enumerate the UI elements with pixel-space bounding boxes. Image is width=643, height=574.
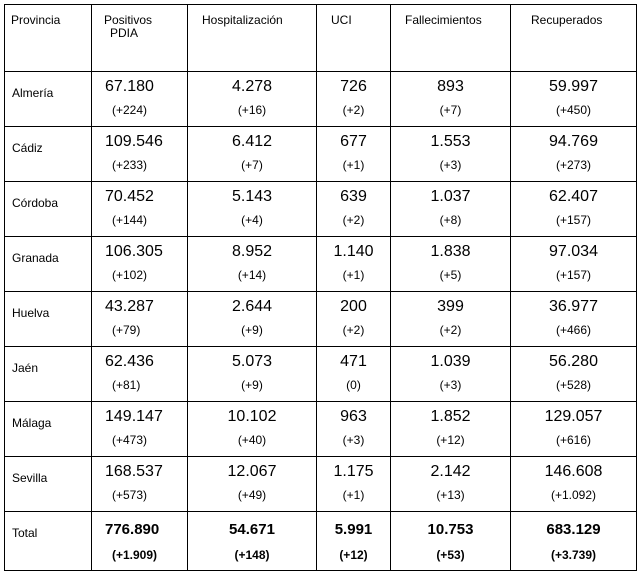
positivos-cell xyxy=(92,512,188,571)
table-row xyxy=(5,237,637,292)
uci-cell xyxy=(317,457,391,512)
fallecimientos-value: 1.838 xyxy=(430,243,471,260)
hospitalizacion-delta: (+148) xyxy=(234,548,270,562)
header-positivos xyxy=(92,5,188,72)
provincia-name: Almería xyxy=(12,86,54,100)
hospitalizacion-cell xyxy=(188,237,317,292)
recuperados-value: 97.034 xyxy=(549,243,598,260)
uci-delta: (0) xyxy=(346,378,361,392)
hospitalizacion-cell xyxy=(188,182,317,237)
recuperados-delta: (+1.092) xyxy=(550,488,597,502)
hospitalizacion-delta: (+16) xyxy=(237,103,267,117)
fallecimientos-delta: (+13) xyxy=(436,488,465,502)
hospitalizacion-delta: (+49) xyxy=(237,488,267,502)
header-row xyxy=(5,5,637,72)
fallecimientos-cell xyxy=(391,402,511,457)
recuperados-delta: (+157) xyxy=(555,268,592,282)
recuperados-cell xyxy=(511,347,637,402)
header-uci: UCI xyxy=(317,5,391,72)
uci-cell xyxy=(317,127,391,182)
fallecimientos-delta: (+5) xyxy=(439,268,462,282)
hospitalizacion-cell xyxy=(188,457,317,512)
fallecimientos-delta: (+2) xyxy=(439,323,462,337)
recuperados-cell xyxy=(511,402,637,457)
table-row xyxy=(5,457,637,512)
uci-delta: (+2) xyxy=(342,103,365,117)
positivos-cell xyxy=(92,237,188,292)
table-row xyxy=(5,127,637,182)
hospitalizacion-delta: (+7) xyxy=(241,158,263,172)
positivos-value: 62.436 xyxy=(105,353,154,370)
recuperados-cell xyxy=(511,72,637,127)
provincia-name: Córdoba xyxy=(12,196,59,210)
provincia-name: Total xyxy=(12,526,38,540)
positivos-cell xyxy=(92,457,188,512)
hospitalizacion-value: 5.143 xyxy=(231,188,273,205)
positivos-value: 70.452 xyxy=(105,188,154,205)
hospitalizacion-cell xyxy=(188,402,317,457)
fallecimientos-cell xyxy=(391,512,511,571)
covid-data-table xyxy=(4,4,637,571)
uci-value: 677 xyxy=(340,133,367,150)
recuperados-value: 36.977 xyxy=(549,298,598,315)
uci-delta: (+1) xyxy=(342,158,365,172)
positivos-cell xyxy=(92,72,188,127)
positivos-delta: (+81) xyxy=(112,378,141,392)
fallecimientos-cell xyxy=(391,237,511,292)
provincia-cell xyxy=(5,347,92,402)
header-positivos-line2: PDIA xyxy=(110,26,139,40)
provincia-cell xyxy=(5,237,92,292)
fallecimientos-value: 1.037 xyxy=(430,188,471,205)
positivos-delta: (+79) xyxy=(112,323,141,337)
recuperados-cell xyxy=(511,457,637,512)
recuperados-cell xyxy=(511,182,637,237)
fallecimientos-value: 399 xyxy=(437,298,464,315)
hospitalizacion-value: 12.067 xyxy=(227,463,277,480)
positivos-delta: (+1.909) xyxy=(112,548,158,562)
fallecimientos-cell xyxy=(391,72,511,127)
recuperados-cell xyxy=(511,512,637,571)
positivos-cell xyxy=(92,347,188,402)
provincia-cell xyxy=(5,292,92,347)
recuperados-value: 683.129 xyxy=(546,521,601,538)
uci-cell xyxy=(317,347,391,402)
uci-value: 726 xyxy=(340,78,367,95)
uci-delta: (+3) xyxy=(342,433,365,447)
positivos-delta: (+573) xyxy=(112,488,148,502)
uci-value: 1.140 xyxy=(333,243,374,260)
positivos-delta: (+144) xyxy=(112,213,148,227)
table-row xyxy=(5,402,637,457)
uci-delta: (+2) xyxy=(342,213,365,227)
table-row xyxy=(5,347,637,402)
hospitalizacion-value: 2.644 xyxy=(231,298,273,315)
table-row xyxy=(5,182,637,237)
recuperados-value: 59.997 xyxy=(549,78,598,95)
fallecimientos-delta: (+3) xyxy=(439,378,462,392)
fallecimientos-delta: (+7) xyxy=(439,103,462,117)
uci-delta: (+2) xyxy=(342,323,365,337)
provincia-name: Huelva xyxy=(12,306,50,320)
uci-value: 639 xyxy=(340,188,367,205)
uci-delta: (+1) xyxy=(342,268,365,282)
recuperados-value: 56.280 xyxy=(549,353,598,370)
recuperados-delta: (+157) xyxy=(555,213,592,227)
recuperados-delta: (+450) xyxy=(555,103,592,117)
uci-value: 963 xyxy=(340,408,367,425)
positivos-value: 776.890 xyxy=(105,521,160,538)
fallecimientos-cell xyxy=(391,457,511,512)
positivos-delta: (+224) xyxy=(112,103,148,117)
hospitalizacion-cell xyxy=(188,512,317,571)
hospitalizacion-cell xyxy=(188,347,317,402)
table-row xyxy=(5,292,637,347)
hospitalizacion-delta: (+4) xyxy=(241,213,263,227)
positivos-delta: (+473) xyxy=(112,433,148,447)
hospitalizacion-cell xyxy=(188,292,317,347)
positivos-cell xyxy=(92,182,188,237)
uci-cell xyxy=(317,402,391,457)
recuperados-cell xyxy=(511,237,637,292)
hospitalizacion-cell xyxy=(188,72,317,127)
fallecimientos-delta: (+53) xyxy=(436,548,465,562)
recuperados-delta: (+528) xyxy=(555,378,592,392)
recuperados-value: 94.769 xyxy=(549,133,598,150)
hospitalizacion-delta: (+40) xyxy=(237,433,267,447)
provincia-name: Málaga xyxy=(12,416,52,430)
provincia-name: Jaén xyxy=(12,361,39,375)
recuperados-delta: (+273) xyxy=(555,158,592,172)
header-provincia: Provincia xyxy=(5,5,92,72)
positivos-value: 168.537 xyxy=(105,463,163,480)
hospitalizacion-value: 10.102 xyxy=(227,408,277,425)
positivos-delta: (+233) xyxy=(112,158,148,172)
recuperados-delta: (+3.739) xyxy=(550,548,597,562)
fallecimientos-delta: (+3) xyxy=(439,158,462,172)
header-recuperados: Recuperados xyxy=(511,5,637,72)
fallecimientos-value: 893 xyxy=(437,78,464,95)
positivos-value: 109.546 xyxy=(105,133,163,150)
provincia-cell xyxy=(5,402,92,457)
recuperados-delta: (+616) xyxy=(555,433,592,447)
positivos-delta: (+102) xyxy=(112,268,148,282)
header-positivos-line1: Positivos xyxy=(104,13,153,27)
fallecimientos-value: 1.553 xyxy=(430,133,471,150)
provincia-cell xyxy=(5,182,92,237)
hospitalizacion-delta: (+9) xyxy=(241,378,263,392)
hospitalizacion-value: 5.073 xyxy=(231,353,273,370)
provincia-cell xyxy=(5,127,92,182)
fallecimientos-value: 1.852 xyxy=(430,408,471,425)
uci-value: 471 xyxy=(340,353,367,370)
uci-cell xyxy=(317,182,391,237)
fallecimientos-cell xyxy=(391,182,511,237)
uci-delta: (+1) xyxy=(342,488,365,502)
uci-value: 5.991 xyxy=(334,521,373,538)
fallecimientos-cell xyxy=(391,347,511,402)
hospitalizacion-delta: (+9) xyxy=(241,323,263,337)
total-row xyxy=(5,512,637,571)
fallecimientos-value: 10.753 xyxy=(427,521,474,538)
fallecimientos-cell xyxy=(391,292,511,347)
provincia-cell xyxy=(5,457,92,512)
recuperados-value: 129.057 xyxy=(544,408,603,425)
uci-delta: (+12) xyxy=(339,548,368,562)
positivos-value: 106.305 xyxy=(105,243,163,260)
fallecimientos-value: 1.039 xyxy=(430,353,471,370)
positivos-cell xyxy=(92,292,188,347)
provincia-cell xyxy=(5,72,92,127)
hospitalizacion-delta: (+14) xyxy=(237,268,267,282)
hospitalizacion-cell xyxy=(188,127,317,182)
fallecimientos-cell xyxy=(391,127,511,182)
uci-cell xyxy=(317,292,391,347)
uci-cell xyxy=(317,72,391,127)
hospitalizacion-value: 8.952 xyxy=(231,243,273,260)
table-row xyxy=(5,72,637,127)
recuperados-value: 62.407 xyxy=(549,188,598,205)
header-hospitalizacion: Hospitalización xyxy=(188,5,317,72)
provincia-name: Sevilla xyxy=(12,471,48,485)
recuperados-cell xyxy=(511,127,637,182)
hospitalizacion-value: 54.671 xyxy=(229,521,275,538)
recuperados-value: 146.608 xyxy=(544,463,603,480)
positivos-value: 43.287 xyxy=(105,298,154,315)
uci-cell xyxy=(317,237,391,292)
positivos-cell xyxy=(92,402,188,457)
provincia-cell xyxy=(5,512,92,571)
positivos-cell xyxy=(92,127,188,182)
hospitalizacion-value: 6.412 xyxy=(231,133,273,150)
uci-value: 200 xyxy=(340,298,367,315)
hospitalizacion-value: 4.278 xyxy=(231,78,273,95)
positivos-value: 149.147 xyxy=(105,408,163,425)
positivos-value: 67.180 xyxy=(105,78,154,95)
fallecimientos-delta: (+12) xyxy=(436,433,465,447)
uci-value: 1.175 xyxy=(333,463,374,480)
recuperados-delta: (+466) xyxy=(555,323,592,337)
uci-cell xyxy=(317,512,391,571)
fallecimientos-delta: (+8) xyxy=(439,213,462,227)
header-fallecimientos: Fallecimientos xyxy=(391,5,511,72)
provincia-name: Cádiz xyxy=(12,141,43,155)
provincia-name: Granada xyxy=(12,251,59,265)
recuperados-cell xyxy=(511,292,637,347)
fallecimientos-value: 2.142 xyxy=(430,463,471,480)
